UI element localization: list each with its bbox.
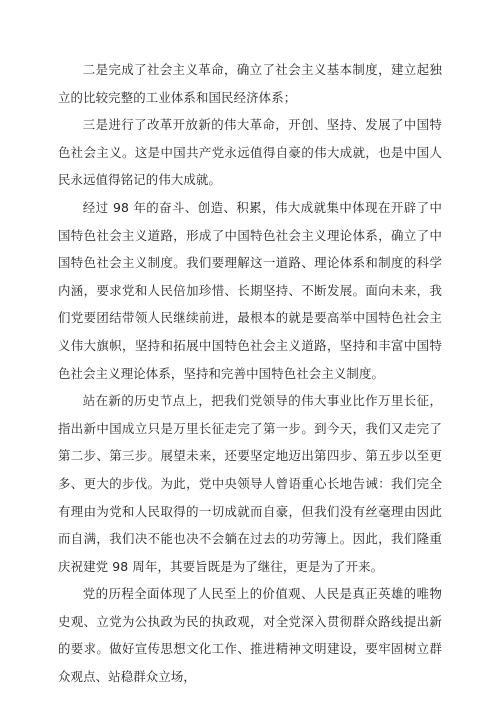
paragraph-4: 站在新的历史节点上，把我们党领导的伟大事业比作万里长征，指出新中国成立只是万里长征走完了第一步。到今天，我们又走完了第二步、第三步。展望未来，还要坚定地迈出第四步、第五步以至更多、更大的步伐。为此，党中央领导人曾语重心长地告诫：我们完全有理由为党和人民取得的一切成就而自豪，但我们没有丝毫理由因此而自满，我们决不能也决不会躺在过去的功劳簿上。因此，我们隆重庆祝建党 98 周年，其要旨既是为了继往，更是为了开来。 bbox=[58, 393, 442, 574]
paragraph-2: 三是进行了改革开放新的伟大革命，开创、坚持、发展了中国特色社会主义。这是中国共产党永远值得自豪的伟大成就，也是中国人民永远值得铭记的伟大成就。 bbox=[58, 117, 442, 188]
paragraph-3: 经过 98 年的奋斗、创造、积累，伟大成就集中体现在开辟了中国特色社会主义道路，形成了中国特色社会主义理论体系，确立了中国特色社会主义制度。我们要理解这一道路、理论体系和制度的科学内涵，要求党和人民倍加珍惜、长期坚持、不断发展。面向未来，我们党要团结带领人民继续前进，最根本的就是要高举中国特色社会主义伟大旗帜，坚持和拓展中国特色社会主义道路，坚持和丰富中国特色社会主义理论体系，坚持和完善中国特色社会主义制度。 bbox=[58, 199, 442, 381]
paragraph-5: 党的历程全面体现了人民至上的价值观、人民是真正英雄的唯物史观、立党为公执政为民的执政观，对全党深入贯彻群众路线提出新的要求。做好宣传思想文化工作、推进精神文明建设，要牢固树立群众观点、站稳群众立场， bbox=[58, 586, 442, 685]
paragraph-1: 二是完成了社会主义革命，确立了社会主义基本制度，建立起独立的比较完整的工业体系和国民经济体系； bbox=[58, 62, 442, 105]
